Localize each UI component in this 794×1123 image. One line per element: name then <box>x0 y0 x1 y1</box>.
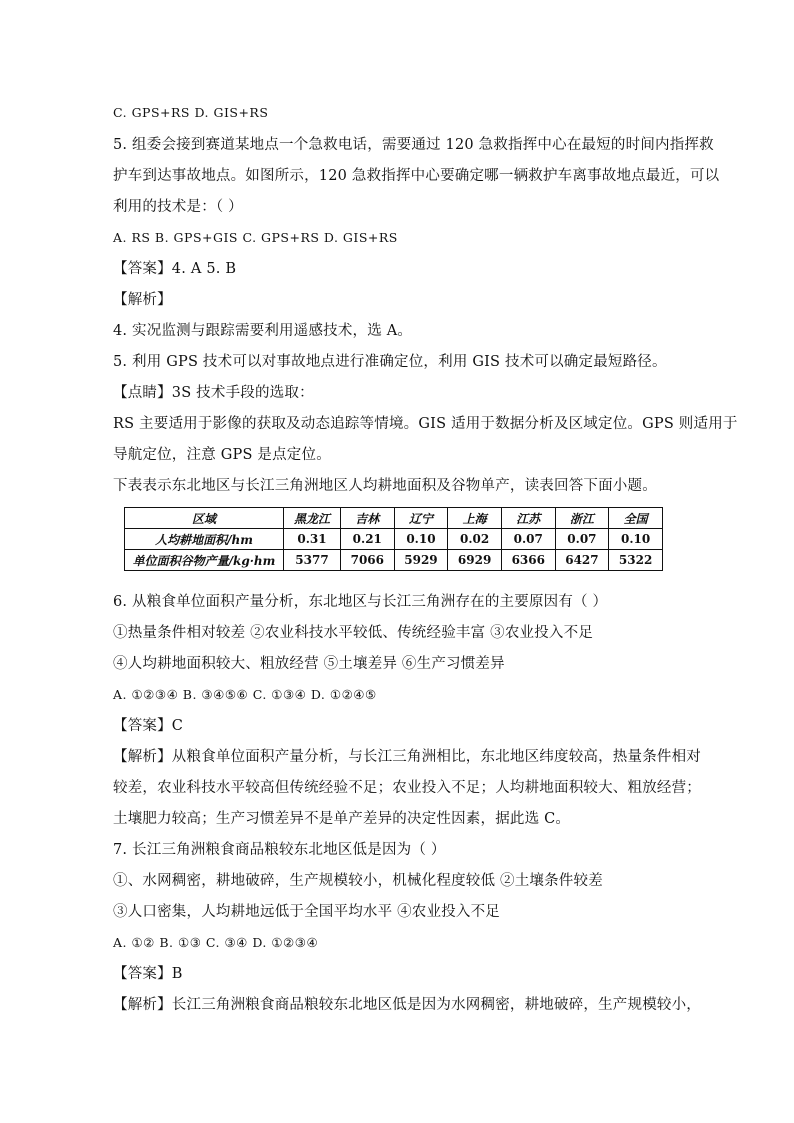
q4-options-cd: C. GPS+RS D. GIS+RS <box>113 105 269 120</box>
q6-choices-line-2: ④人均耕地面积较大、粗放经营 ⑤土壤差异 ⑥生产习惯差异 <box>113 656 505 672</box>
analysis-heading-4-5: 【解析】 <box>113 292 172 308</box>
table-cell: 0.02 <box>448 529 502 550</box>
q7-choices-line-2: ③人口密集，人均耕地远低于全国平均水平 ④农业投入不足 <box>113 904 501 920</box>
table-row-label: 单位面积谷物产量/kg·hm <box>125 550 284 571</box>
q7-options: A. ①② B. ①③ C. ③④ D. ①②③④ <box>113 935 319 950</box>
q6-options: A. ①②③④ B. ③④⑤⑥ C. ①③④ D. ①②④⑤ <box>113 687 377 702</box>
table-header-cell: 全国 <box>609 508 663 529</box>
table-cell: 0.10 <box>394 529 448 550</box>
table-header-cell: 江苏 <box>501 508 555 529</box>
analysis-5: 5. 利用 GPS 技术可以对事故地点进行准确定位，利用 GIS 技术可以确定最短路径。 <box>113 354 667 370</box>
table-cell: 0.07 <box>555 529 609 550</box>
q6-choices-line-1: ①热量条件相对较差 ②农业科技水平较低、传统经验丰富 ③农业投入不足 <box>113 625 594 641</box>
table-cell: 0.31 <box>284 529 341 550</box>
table-header-cell: 浙江 <box>555 508 609 529</box>
q5-stem-line-3: 利用的技术是：（ ） <box>113 199 243 215</box>
tip-line-1: RS 主要适用于影像的获取及动态追踪等情境。GIS 适用于数据分析及区域定位。GPS 则适用于 <box>113 416 738 432</box>
q5-stem-line-2: 护车到达事故地点。如图所示，120 急救指挥中心要确定哪一辆救护车离事故地点最近，可以 <box>113 168 720 184</box>
analysis-6-line-3: 土壤肥力较高；生产习惯差异不是单产差异的决定性因素，据此选 C。 <box>113 811 571 827</box>
analysis-7-line-1: 【解析】长江三角洲粮食商品粮较东北地区低是因为水网稠密，耕地破碎，生产规模较小， <box>113 997 701 1013</box>
table-cell: 5377 <box>284 550 341 571</box>
tip-heading: 【点睛】3S 技术手段的选取： <box>113 385 314 401</box>
table-header-cell: 区域 <box>125 508 284 529</box>
q6-stem: 6. 从粮食单位面积产量分析，东北地区与长江三角洲存在的主要原因有（ ） <box>113 594 608 610</box>
table-cell: 0.07 <box>501 529 555 550</box>
table-cell: 0.21 <box>340 529 394 550</box>
table-cell: 6427 <box>555 550 609 571</box>
table-cell: 6366 <box>501 550 555 571</box>
q5-options: A. RS B. GPS+GIS C. GPS+RS D. GIS+RS <box>113 230 398 245</box>
table-cell: 5929 <box>394 550 448 571</box>
q7-choices-line-1: ①、水网稠密，耕地破碎，生产规模较小，机械化程度较低 ②土壤条件较差 <box>113 873 603 889</box>
table-header-cell: 吉林 <box>340 508 394 529</box>
table-header-cell: 上海 <box>448 508 502 529</box>
analysis-6-line-1: 【解析】从粮食单位面积产量分析，与长江三角洲相比，东北地区纬度较高，热量条件相对 <box>113 749 701 765</box>
answer-7: 【答案】B <box>113 966 183 982</box>
q7-stem: 7. 长江三角洲粮食商品粮较东北地区低是因为（ ） <box>113 842 446 858</box>
table-cell: 0.10 <box>609 529 663 550</box>
q5-stem-line-1: 5. 组委会接到赛道某地点一个急救电话，需要通过 120 急救指挥中心在最短的时间内指挥救 <box>113 137 714 153</box>
table-cell: 7066 <box>340 550 394 571</box>
table-row <box>125 529 663 550</box>
table-header-cell: 黑龙江 <box>284 508 341 529</box>
tip-line-2: 导航定位，注意 GPS 是点定位。 <box>113 447 331 463</box>
table-cell: 5322 <box>609 550 663 571</box>
data-table <box>124 507 663 571</box>
table-header-row <box>125 508 663 529</box>
table-cell: 6929 <box>448 550 502 571</box>
analysis-6-line-2: 较差，农业科技水平较高但传统经验不足；农业投入不足；人均耕地面积较大、粗放经营； <box>113 780 701 796</box>
table-intro: 下表表示东北地区与长江三角洲地区人均耕地面积及谷物单产，读表回答下面小题。 <box>113 478 657 494</box>
analysis-4: 4. 实况监测与跟踪需要利用遥感技术，选 A。 <box>113 323 413 339</box>
table-row-label: 人均耕地面积/hm <box>125 529 284 550</box>
answer-4-5: 【答案】4. A 5. B <box>113 261 237 277</box>
answer-6: 【答案】C <box>113 718 184 734</box>
table-header-cell: 辽宁 <box>394 508 448 529</box>
table-row <box>125 550 663 571</box>
